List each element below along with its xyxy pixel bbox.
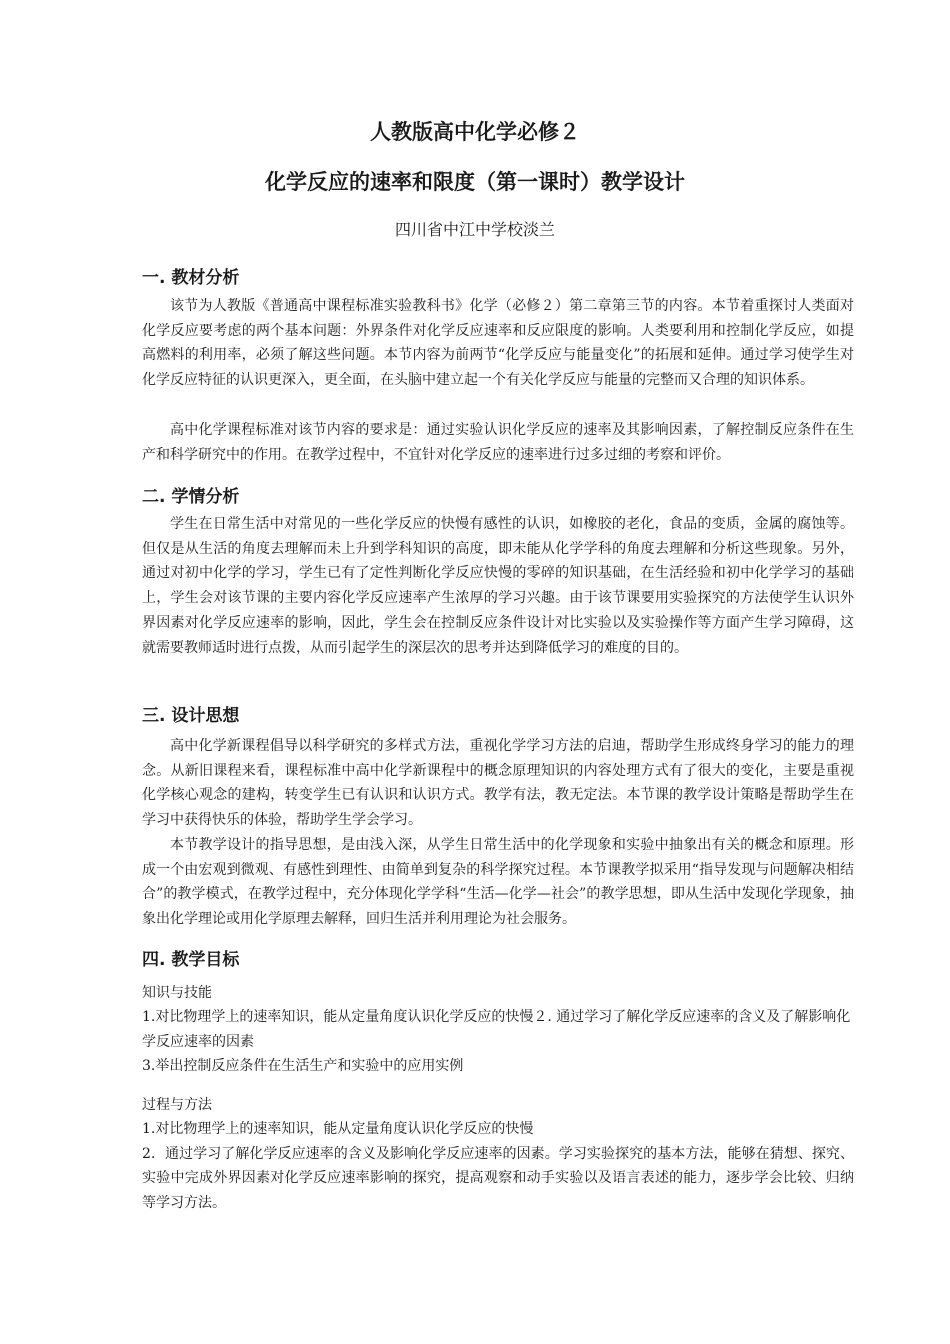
section3-paragraph-2: 本节教学设计的指导思想，是由浅入深，从学生日常生活中的化学现象和实验中抽象出有关的概念和原理。形成一个由宏观到微观、有感性到理性、由简单到复杂的科学探究过程。本节课教学拟采用“指导发现与问题解决相结合”的教学模式，在教学过程中，充分体现化学学科“生活—化学—社会”的教学思想，即从生活中发现化学现象，抽象出化学理论或用化学原理去解释，回归生活并利用理论为社会服务。 bbox=[142, 837, 854, 928]
knowledge-goal-1-2: 1.对比物理学上的速率知识，能从定量角度认识化学反应的快慢２. 通过学习了解化学反应速率的含义及了解影响化学反应速率的因素 bbox=[142, 1009, 851, 1050]
goal-label-knowledge-skills: 知识与技能 bbox=[142, 985, 212, 1001]
section1-paragraph-2: 高中化学课程标准对该节内容的要求是：通过实验认识化学反应的速率及其影响因素，了解控制反应条件在生产和科学研究中的作用。在教学过程中，不宜针对化学反应的速率进行过多过细的考察和评价。 bbox=[142, 422, 854, 463]
section1-paragraph-1: 该节为人教版《普通高中课程标准实验教科书》化学（必修２）第二章第三节的内容。本节着重探讨人类面对化学反应要考虑的两个基本问题：外界条件对化学反应速率和反应限度的影响。人类要利用和控制化学反应，如提高燃料的利用率，必须了解这些问题。本节内容为前两节“化学反应与能量变化”的拓展和延伸。通过学习使学生对化学反应特征的认识更深入，更全面，在头脑中建立起一个有关化学反应与能量的完整而又合理的知识体系。 bbox=[142, 298, 854, 389]
section-heading-student-analysis: 二. 学情分析 bbox=[142, 487, 240, 507]
goal-label-process-methods: 过程与方法 bbox=[142, 1097, 212, 1113]
document-title: 人教版高中化学必修２ bbox=[370, 120, 580, 144]
process-goals-list bbox=[142, 1117, 854, 1216]
process-goal-2: 2．通过学习了解化学反应速率的含义及影响化学反应速率的因素。学习实验探究的基本方法，能够在猜想、探究、实验中完成外界因素对化学反应速率影响的探究，提高观察和动手实验以及语言表述的能力，逐步学会比较、归纳等学习方法。 bbox=[142, 1145, 854, 1212]
process-goal-1: 1.对比物理学上的速率知识，能从定量角度认识化学反应的快慢 bbox=[142, 1121, 534, 1137]
section3-paragraph-1: 高中化学新课程倡导以科学研究的多样式方法，重视化学学习方法的启迪，帮助学生形成终身学习的能力的理念。从新旧课程来看，课程标准中高中化学新课程中的概念原理知识的内容处理方式有了很大的变化，主要是重视化学核心观念的建构，转变学生已有认识和认识方式。教学有法，教无定法。本节课的教学设计策略是帮助学生在学习中获得快乐的体验，帮助学生学会学习。 bbox=[142, 738, 854, 829]
knowledge-goals-list bbox=[142, 1005, 854, 1079]
author-line: 四川省中江中学校淡兰 bbox=[394, 220, 555, 239]
section-heading-textbook-analysis: 一. 教材分析 bbox=[142, 268, 240, 288]
section2-paragraph-1: 学生在日常生活中对常见的一些化学反应的快慢有感性的认识，如橡胶的老化，食品的变质，金属的腐蚀等。但仅是从生活的角度去理解而未上升到学科知识的高度，即未能从化学学科的角度去理解和分析这些现象。另外，通过对初中化学的学习，学生已有了定性判断化学反应快慢的零碎的知识基础，在生活经验和初中化学学习的基础上，学生会对该节课的主要内容化学反应速率产生浓厚的学习兴趣。由于该节课要用实验探究的方法使学生认识外界因素对化学反应速率的影响，因此，学生会在控制反应条件设计对比实验以及实验操作等方面产生学习障碍，这就需要教师适时进行点拨，从而引起学生的深层次的思考并达到降低学习的难度的目的。 bbox=[142, 516, 854, 656]
section-heading-design-idea: 三. 设计思想 bbox=[142, 706, 240, 726]
knowledge-goal-3: 3.举出控制反应条件在生活生产和实验中的应用实例 bbox=[142, 1058, 464, 1075]
section-heading-teaching-goals: 四. 教学目标 bbox=[142, 950, 240, 970]
document-subtitle: 化学反应的速率和限度（第一课时）教学设计 bbox=[265, 170, 685, 194]
